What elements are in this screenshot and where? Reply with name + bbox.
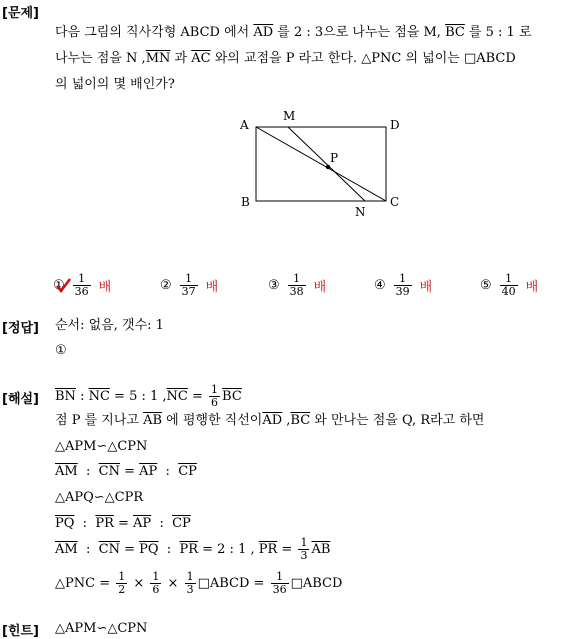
choice-1[interactable] bbox=[53, 265, 111, 305]
text: 나누는 점을 N , bbox=[55, 51, 146, 66]
choice-unit: 배 bbox=[525, 279, 539, 295]
problem-line-3: 의 넓이의 몇 배인가? bbox=[55, 77, 175, 92]
choice-fraction: $\frac{1}{38}$ bbox=[289, 271, 304, 298]
answer-meta: 순서: 없음, 갯수: 1 bbox=[55, 318, 164, 333]
segment-bc: $\overline{BC}$ bbox=[445, 25, 465, 40]
choice-fraction: $\frac{1}{37}$ bbox=[181, 271, 196, 298]
text: 와의 교점을 P 라고 한다. △PNC 의 넓이는 □ABCD bbox=[210, 51, 516, 66]
answer-value: ① bbox=[55, 343, 67, 358]
explanation-line-3: △APM∽△CPN bbox=[55, 439, 148, 454]
choice-fraction: $\frac{1}{36}$ bbox=[74, 271, 89, 298]
label-b: B bbox=[241, 195, 250, 209]
choice-fraction: $\frac{1}{40}$ bbox=[501, 271, 516, 298]
label-p: P bbox=[330, 151, 339, 165]
choice-unit: 배 bbox=[419, 279, 433, 295]
label-m: M bbox=[283, 109, 296, 123]
explanation-line-7: $\overline{AM}$ : $\overline{CN} = \overline{PQ}$ : $\overline{PR} = 2$ : 1 , $\overline{PR}$ = $\frac{1}{3}$ $\overline{AB}$ bbox=[55, 536, 331, 562]
choice-4[interactable] bbox=[374, 265, 432, 305]
point-p bbox=[326, 165, 330, 169]
segment-ac: $\overline{AC}$ bbox=[191, 51, 211, 66]
choice-number: ③ bbox=[268, 277, 280, 293]
explanation-line-2: 점 P 를 지나고 $\overline{AB}$ 에 평행한 직선이$\overline{AD}$ $,\overline{BC}$ 와 만나는 점을 Q, R라고 하면 bbox=[55, 413, 485, 428]
choice-unit: 배 bbox=[205, 279, 219, 295]
explanation-line-4: $\overline{AM}$ : $\overline{CN} = \overline{AP}$ : $\overline{CP}$ bbox=[55, 464, 197, 479]
segment-mn: $\overline{MN}$ bbox=[145, 51, 171, 66]
choice-number: ⑤ bbox=[480, 277, 492, 293]
label-c: C bbox=[390, 195, 400, 209]
choice-2[interactable] bbox=[160, 265, 218, 305]
explanation-line-6: $\overline{PQ}$ : $\overline{PR} = \overline{AP}$ : $\overline{CP}$ bbox=[55, 516, 191, 531]
choice-3[interactable] bbox=[268, 265, 326, 305]
problem-line-1 bbox=[55, 25, 532, 41]
problem-tag: [문제] bbox=[2, 6, 39, 21]
choice-number: ④ bbox=[374, 277, 386, 293]
segment-mn-line bbox=[288, 127, 365, 201]
explanation-line-1: $\overline{BN}$ : $\overline{NC} = 5$ : 1 $,\overline{NC}$ = $\frac{1}{6}$ $\overline{BC}$ bbox=[55, 383, 242, 409]
segment-ad: $\overline{AD}$ bbox=[253, 25, 274, 40]
problem-line-2 bbox=[55, 51, 516, 67]
label-n: N bbox=[355, 205, 366, 219]
text: 다음 그림의 직사각형 ABCD 에서 bbox=[55, 25, 254, 40]
choice-fraction: $\frac{1}{39}$ bbox=[395, 271, 410, 298]
answer-tag: [정답] bbox=[2, 321, 39, 336]
rectangle-figure bbox=[230, 105, 410, 220]
checkmark-icon bbox=[55, 278, 71, 294]
choice-unit: 배 bbox=[313, 279, 327, 295]
diagonal-ac bbox=[256, 127, 386, 201]
choice-5[interactable] bbox=[480, 265, 538, 305]
explanation-tag: [해설] bbox=[2, 392, 39, 407]
choice-unit: 배 bbox=[98, 279, 112, 295]
text: 를 5 : 1 로 bbox=[464, 25, 532, 40]
explanation-line-8: △PNC = $\frac{1}{2}$ × $\frac{1}{6}$ × $\frac{1}{3}$ □ABCD = $\frac{1}{36}$ □ABCD bbox=[55, 570, 343, 596]
hint-tag: [힌트] bbox=[2, 624, 39, 639]
hint-text: △APM∽△CPN bbox=[55, 621, 148, 636]
text: 과 bbox=[170, 51, 192, 66]
text: 를 2 : 3으로 나누는 점을 M, bbox=[273, 25, 446, 40]
choice-number: ① bbox=[53, 278, 65, 293]
choice-number: ② bbox=[160, 277, 172, 293]
label-d: D bbox=[390, 118, 400, 132]
label-a: A bbox=[240, 118, 249, 132]
explanation-line-5: △APQ∽△CPR bbox=[55, 490, 144, 505]
